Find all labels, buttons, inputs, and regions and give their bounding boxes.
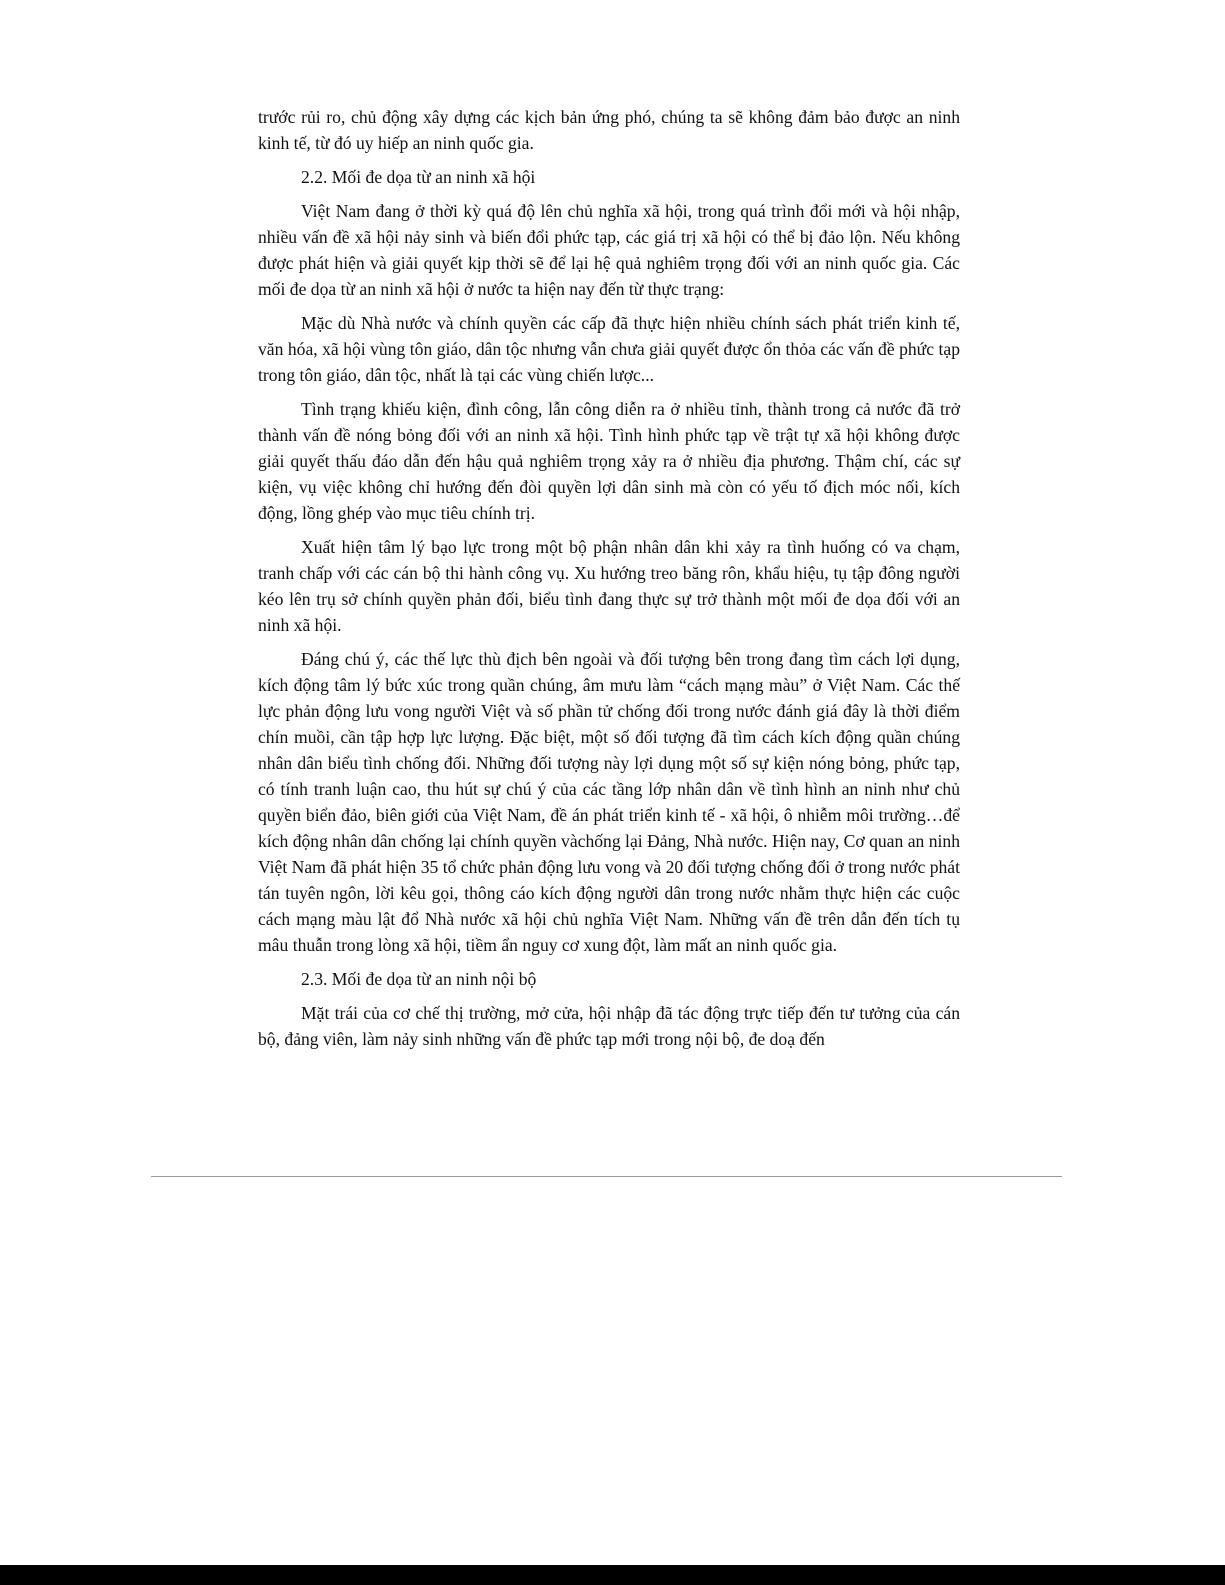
paragraph: Việt Nam đang ở thời kỳ quá độ lên chủ nghĩa xã hội, trong quá trình đổi mới và hội nhập, nhiều vấn đề xã hội nảy sinh và biến đổi phức tạp, các giá trị xã hội có thể bị đảo lộn. Nếu không được phát hiện và giải quyết kịp thời sẽ để lại hệ quả nghiêm trọng đối với an ninh quốc gia. Các mối đe dọa từ an ninh xã hội ở nước ta hiện nay đến từ thực trạng: xyxy=(258,201,960,299)
paragraph: Mặt trái của cơ chế thị trường, mở cửa, hội nhập đã tác động trực tiếp đến tư tưởng của cán bộ, đảng viên, làm nảy sinh những vấn đề phức tạp mới trong nội bộ, đe doạ đến xyxy=(258,1003,960,1049)
page-bottom-edge xyxy=(0,1565,1225,1585)
document-body xyxy=(258,104,960,1060)
page-divider xyxy=(151,1176,1062,1177)
paragraph: Mặc dù Nhà nước và chính quyền các cấp đã thực hiện nhiều chính sách phát triển kinh tế, văn hóa, xã hội vùng tôn giáo, dân tộc nhưng vẫn chưa giải quyết được ổn thỏa các vấn đề phức tạp trong tôn giáo, dân tộc, nhất là tại các vùng chiến lược... xyxy=(258,313,960,385)
section-heading-2-3: 2.3. Mối đe dọa từ an ninh nội bộ xyxy=(301,969,537,989)
paragraph: Tình trạng khiếu kiện, đình công, lẫn công diễn ra ở nhiều tỉnh, thành trong cả nước đã trở thành vấn đề nóng bỏng đối với an ninh xã hội. Tình hình phức tạp về trật tự xã hội không được giải quyết thấu đáo dẫn đến hậu quả nghiêm trọng xảy ra ở nhiều địa phương. Thậm chí, các sự kiện, vụ việc không chỉ hướng đến đòi quyền lợi dân sinh mà còn có yếu tố địch móc nối, kích động, lồng ghép vào mục tiêu chính trị. xyxy=(258,399,960,523)
paragraph: Xuất hiện tâm lý bạo lực trong một bộ phận nhân dân khi xảy ra tình huống có va chạm, tranh chấp với các cán bộ thi hành công vụ. Xu hướng treo băng rôn, khẩu hiệu, tụ tập đông người kéo lên trụ sở chính quyền phản đối, biểu tình đang thực sự trở thành một mối đe dọa đối với an ninh xã hội. xyxy=(258,537,960,635)
section-heading-2-2: 2.2. Mối đe dọa từ an ninh xã hội xyxy=(301,167,536,187)
paragraph-continuation: trước rủi ro, chủ động xây dựng các kịch bản ứng phó, chúng ta sẽ không đảm bảo được an ninh kinh tế, từ đó uy hiếp an ninh quốc gia. xyxy=(258,107,960,153)
paragraph: Đáng chú ý, các thế lực thù địch bên ngoài và đối tượng bên trong đang tìm cách lợi dụng, kích động tâm lý bức xúc trong quần chúng, âm mưu làm “cách mạng màu” ở Việt Nam. Các thế lực phản động lưu vong người Việt và số phần tử chống đối trong nước đánh giá đây là thời điểm chín muồi, cần tập hợp lực lượng. Đặc biệt, một số đối tượng đã tìm cách kích động quần chúng nhân dân biểu tình chống đối. Những đối tượng này lợi dụng một số sự kiện nóng bỏng, phức tạp, có tính tranh luận cao, thu hút sự chú ý của các tầng lớp nhân dân về tình hình an ninh như chủ quyền biển đảo, biên giới của Việt Nam, đề án phát triển kinh tế - xã hội, ô nhiễm môi trường…để kích động nhân dân chống lại chính quyền vàchống lại Đảng, Nhà nước. Hiện nay, Cơ quan an ninh Việt Nam đã phát hiện 35 tổ chức phản động lưu vong và 20 đối tượng chống đối ở trong nước phát tán tuyên ngôn, lời kêu gọi, thông cáo kích động người dân trong nước nhằm thực hiện các cuộc cách mạng màu lật đổ Nhà nước xã hội chủ nghĩa Việt Nam. Những vấn đề trên dẫn đến tích tụ mâu thuẫn trong lòng xã hội, tiềm ẩn nguy cơ xung đột, làm mất an ninh quốc gia. xyxy=(258,649,960,955)
